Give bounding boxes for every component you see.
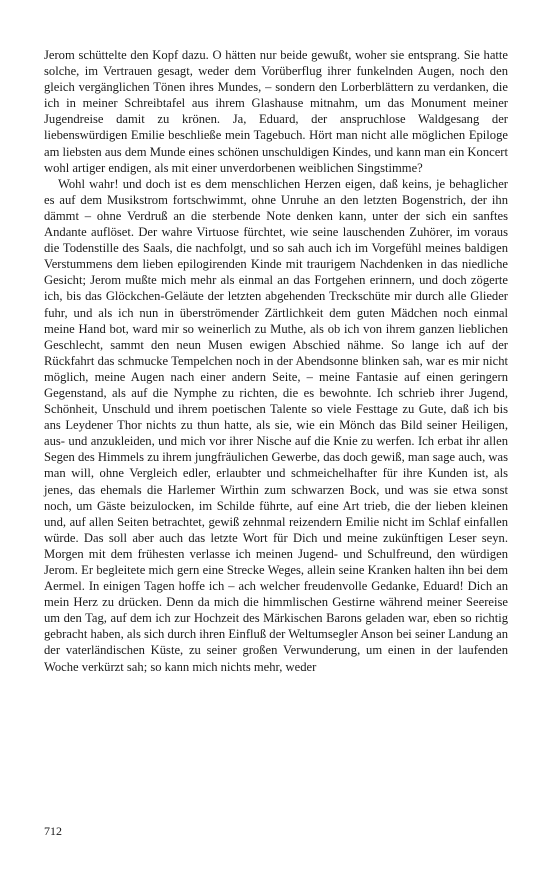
paragraph-2: Wohl wahr! und doch ist es dem menschlichen Herzen eigen, daß keins, je behaglicher es auf dem Musikstrom fortschwimmt, ohne Unruhe an den letzten Bogenstrich, der ihn dämmt – ohne Verdruß an die sterbende Note denken kann, unter der sich ein sanftes Andante auflöset. Der wahre Virtuose fürchtet, wie seine lauschenden Zuhörer, im voraus die Todenstille des Saals, die nachfolgt, und so sah auch ich im Vorgefühl meines baldigen Verstummens dem lieben epilogirenden Kinde mit traurigem Nachdenken in das niedliche Gesicht; Jerom mußte mich mehr als einmal an das Fortgehen erinnern, und doch zögerte ich, bis das Glöckchen-Geläute der letzten abgehenden Treckschüte mir durch alle Glieder fuhr, und als ich nun in überströmender Zärtlichkeit dem guten Mädchen noch einmal meine Hand bot, ward mir so weinerlich zu Muthe, als ob ich von ihrem ganzen lieblichen Geschlecht, sammt den neun Musen ewigen Abschied nähme. So lange ich auf der Rückfahrt das schmucke Tempelchen noch in der Abendsonne blinken sah, war es mir nicht möglich, meine Augen nach einer andern Seite, – meine Fantasie auf einen geringern Gegenstand, als auf die Nymphe zu richten, die es bewohnte. Ich schrieb ihrer Jugend, Schönheit, Unschuld und ihrem poetischen Talente so viele Festtage zu Gute, daß ich bis ans Leydener Thor nichts zu thun hatte, als sie, wie ein Mönch das Bild seiner Heiligen, aus- und anzukleiden, und mich vor ihrer Nische auf die Knie zu werfen. Ich erbat ihr allen Segen des Himmels zu ihrem jungfräulichen Gewerbe, das doch gewiß, man sage auch, was man will, ohne Vergleich edler, erlaubter und schmeichelhafter für ihre Kunden ist, als jenes, das ehemals die Harlemer Wirthin zum schwarzen Bock, und was sie etwa sonst noch, um Gäste beizulocken, im Schilde führte, auf eine Art trieb, die der lieben kleinen und, auf allen Seiten betrachtet, gewiß zehnmal reizendern Emilie nicht im Schlaf einfallen würde. Das soll aber auch das letzte Wort für Dich und meine zukünftigen Leser seyn. Morgen mit dem frühesten verlasse ich meinen Jugend- und Schulfreund, den würdigen Jerom. Er begleitete mich gern eine Strecke Weges, allein seine Kranken halten ihn bei dem Aermel. In einigen Tagen hoffe ich – ach welcher freudenvolle Gedanke, Eduard! Dich an mein Herz zu drücken. Denn da mich die himmlischen Gestirne während meiner Seereise um den Tag, auf dem ich zur Hochzeit des Märkischen Barons geladen war, eben so richtig gebracht haben, als sich durch ihren Einfluß der Weltumsegler Anson bei seiner Landung an der vaterländischen Küste, zu seiner großen Verwunderung, um einen in der laufenden Woche verkürzt sah; so kann mich nichts mehr, weder [44,176,508,674]
page-number: 712 [44,824,62,838]
paragraph-1: Jerom schüttelte den Kopf dazu. O hätten nur beide gewußt, woher sie entsprang. Sie hatte solche, im Vertrauen gesagt, weder dem Vorüberflug ihrer funkelnden Augen, noch den gleich vergänglichen Tönen ihres Mundes, – sondern den Lorberblättern zu verdanken, die ich in meiner Schreibtafel aus ihrem Glashause mitnahm, um das Monument meiner Jugendreise damit zu krönen. Ja, Eduard, der anspruchlose Waldgesang der liebenswürdigen Emilie beschließe mein Tagebuch. Hört man nicht alle möglichen Epiloge am liebsten aus dem Munde eines schönen unschuldigen Kindes, und kann man ein Koncert wohl artiger endigen, als mit einer unverdorbenen weiblichen Singstimme? [44,48,508,175]
page-body [44,47,508,675]
